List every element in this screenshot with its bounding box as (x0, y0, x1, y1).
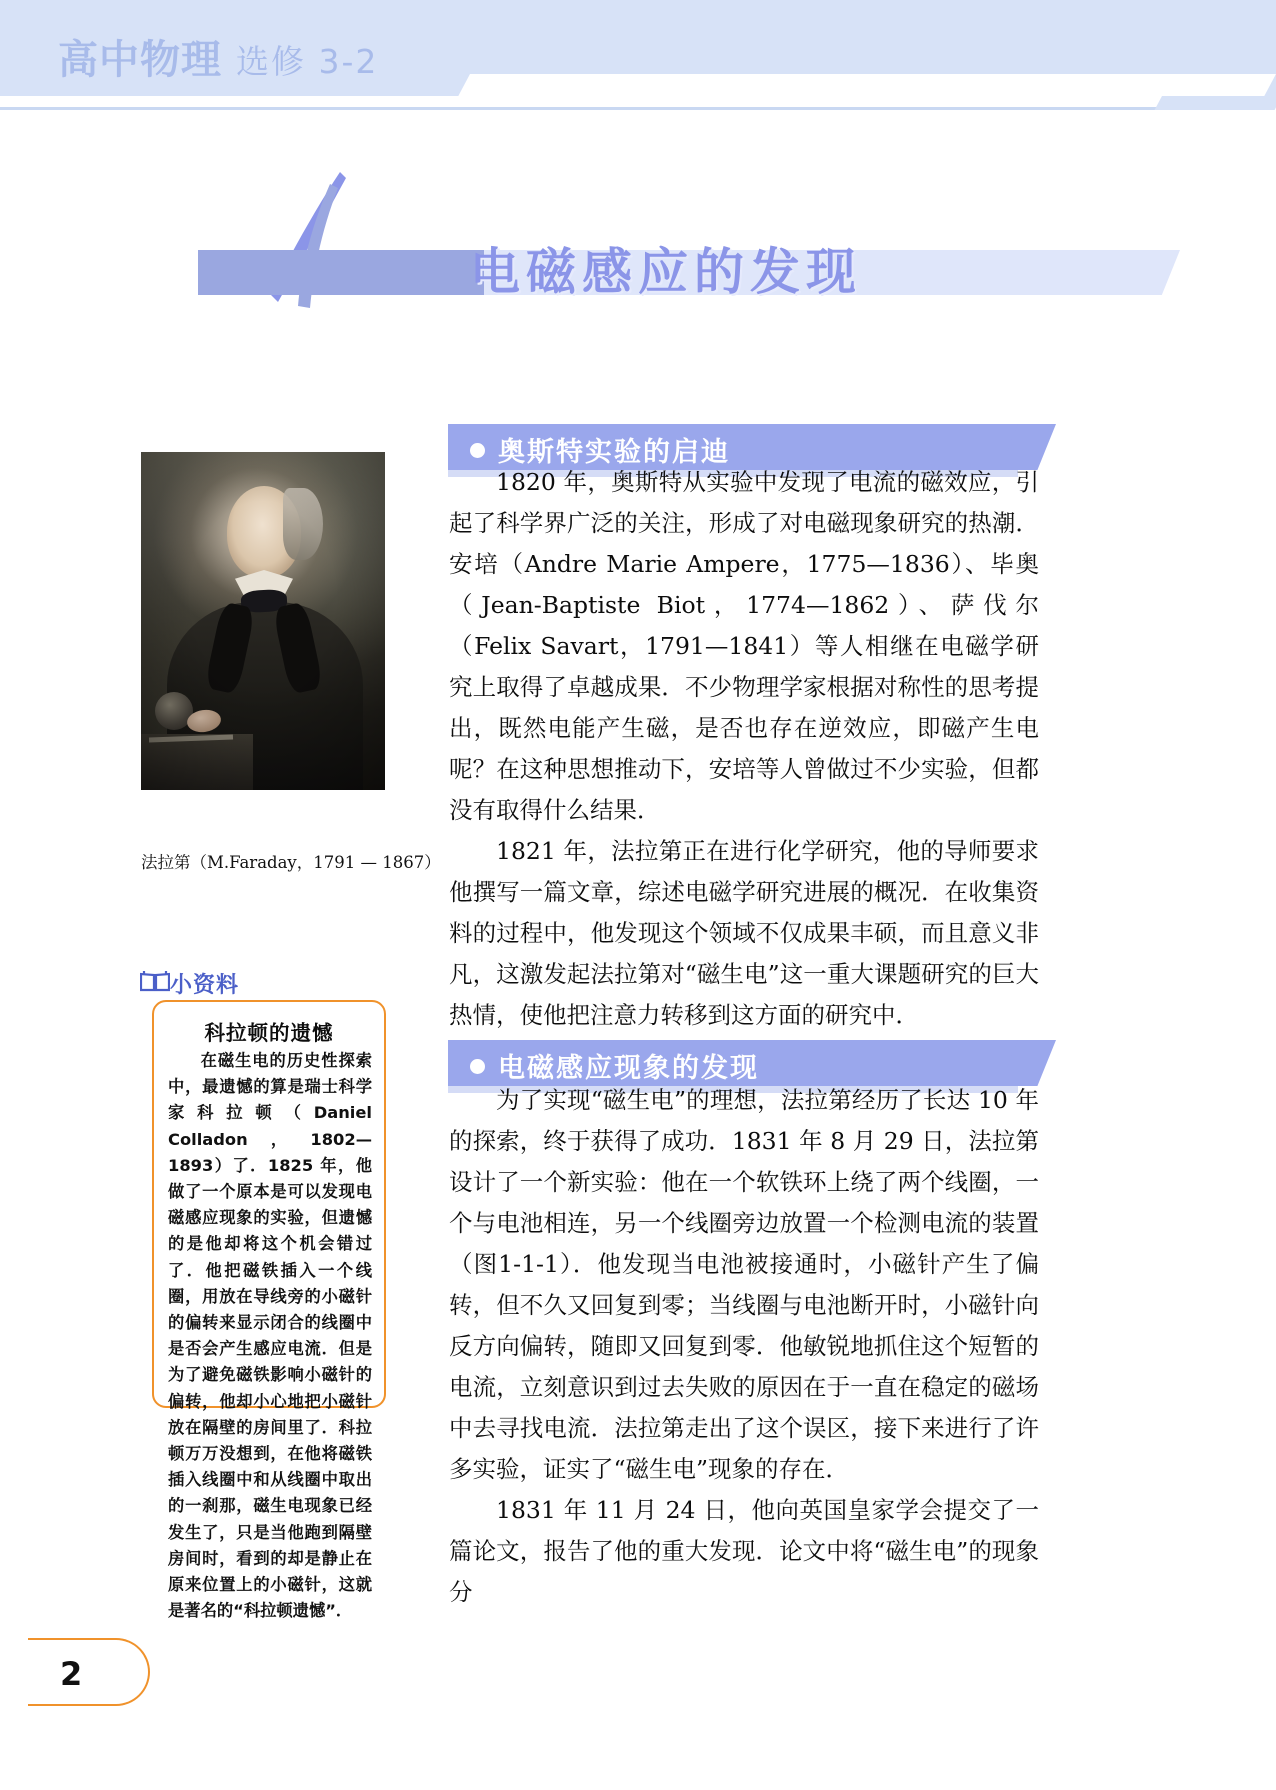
page-number: 2 (60, 1655, 83, 1693)
running-header-title (58, 28, 378, 85)
book-icon (140, 970, 170, 992)
faraday-portrait-photo (141, 452, 385, 790)
bullet-dot-icon (470, 443, 485, 458)
chapter-number-glyph (244, 168, 374, 318)
chapter-title-bar-left (198, 250, 484, 295)
section-1-body (449, 462, 1039, 1036)
aside-kicker: 小资料 (170, 973, 240, 998)
paragraph: 1821 年，法拉第正在进行化学研究，他的导师要求他撰写一篇文章，综述电磁学研究进展的概况．在收集资料的过程中，他发现这个领域不仅成果丰硕，而且意义非凡，这激发起法拉第对“磁生电”这一重大课题研究的巨大热情，使他把注意力转移到这方面的研究中． (449, 837, 1039, 1029)
paragraph: 为了实现“磁生电”的理想，法拉第经历了长达 10 年的探索，终于获得了成功．1831 年 8 月 29 日，法拉第设计了一个新实验：他在一个软铁环上绕了两个线圈，一个与电池相连，另一个线圈旁边放置一个检测电流的装置（图1-1-1）．他发现当电池被接通时，小磁针产生了偏转，但不久又回复到零；当线圈与电池断开时，小磁针向反方向偏转，随即又回复到零．他敏锐地抓住这个短暂的电流，立刻意识到过去失败的原因在于一直在稳定的磁场中去寻找电流．法拉第走出了这个误区，接下来进行了许多实验，证实了“磁生电”现象的存在． (449, 1086, 1039, 1483)
book-title: 高中物理 (58, 37, 222, 83)
header-notch (452, 74, 1276, 108)
volume-label: 选修 3-2 (236, 42, 379, 81)
portrait-vignette (141, 452, 385, 790)
paragraph: 在磁生电的历史性探索中，最遗憾的算是瑞士科学家科拉顿（Daniel Colladon，1802—1893）了．1825 年，他做了一个原本是可以发现电磁感应现象的实验，但遗憾的是他却将这个机会错过了．他把磁铁插入一个线圈，用放在导线旁的小磁针的偏转来显示闭合的线圈中是否会产生感应电流．但是为了避免磁铁影响小磁针的偏转，他却小心地把小磁针放在隔壁的房间里了．科拉顿万万没想到，在他将磁铁插入线圈中和从线圈中取出的一刹那，磁生电现象已经发生了，只是当他跑到隔壁房间时，看到的却是静止在原来位置上的小磁针，这就是著名的“科拉顿遗憾”． (168, 1051, 372, 1621)
paragraph: 1820 年，奥斯特从实验中发现了电流的磁效应，引起了科学界广泛的关注，形成了对电磁现象研究的热潮．安培（Andre Marie Ampere，1775—1836）、毕奥（Jean-Baptiste Biot，1774—1862）、萨伐尔（Felix Savart，1791—1841）等人相继在电磁学研究上取得了卓越成果．不少物理学家根据对称性的思考提出，既然电能产生磁，是否也存在逆效应，即磁产生电呢？在这种思想推动下，安培等人曾做过不少实验，但都没有取得什么结果． (449, 468, 1039, 824)
paragraph: 1831 年 11 月 24 日，他向英国皇家学会提交了一篇论文，报告了他的重大发现．论文中将“磁生电”的现象分 (449, 1496, 1039, 1606)
page-number-frame (28, 1638, 150, 1706)
header-rule (0, 107, 1180, 110)
aside-box (152, 1000, 386, 1621)
aside-title: 科拉顿的遗憾 (204, 1021, 334, 1045)
aside-body (168, 1048, 372, 1624)
header-rule-tail (1155, 96, 1276, 110)
bullet-dot-icon (470, 1059, 485, 1074)
section-2-body (449, 1080, 1039, 1613)
section-2-label-text: 电磁感应现象的发现 (498, 1053, 759, 1084)
section-1-label-text: 奥斯特实验的启迪 (498, 437, 730, 468)
chapter-title: 电磁感应的发现 (470, 243, 862, 301)
figure-caption: 法拉第（M.Faraday，1791 — 1867） (141, 853, 441, 872)
